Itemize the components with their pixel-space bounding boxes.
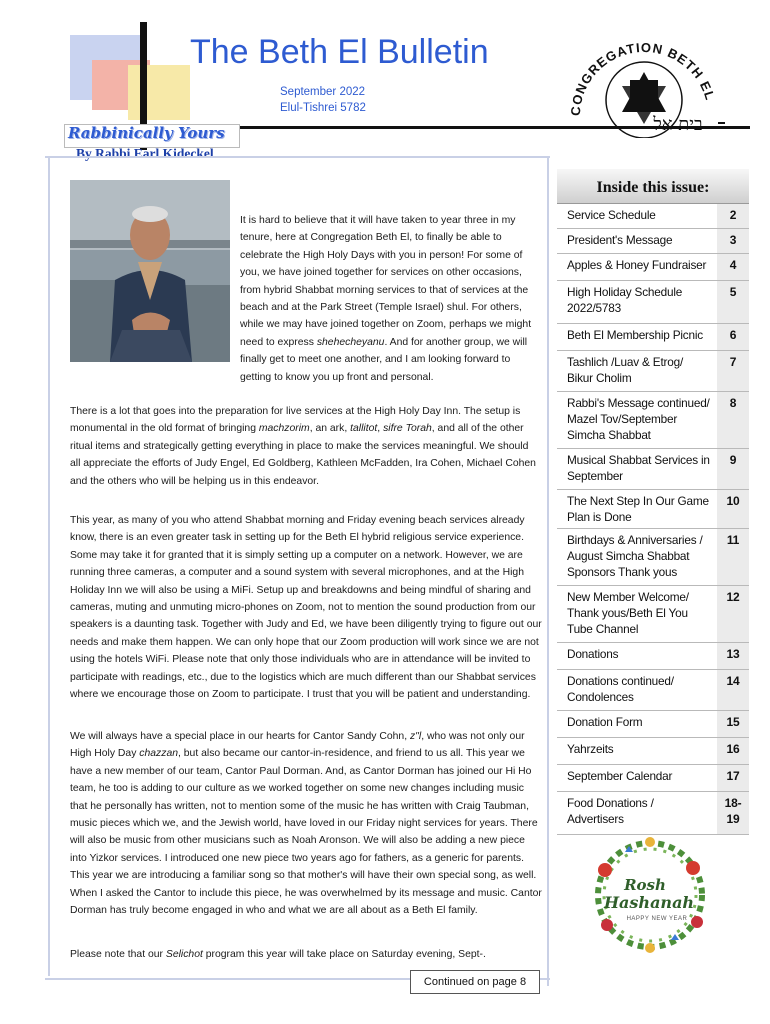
toc-row[interactable] <box>557 670 749 711</box>
toc-row[interactable] <box>557 792 749 835</box>
toc-item-label: Beth El Membership Picnic <box>557 324 717 350</box>
toc-item-page: 13 <box>717 643 749 669</box>
toc-item-page: 8 <box>717 392 749 448</box>
toc-item-label: Food Donations / Advertisers <box>557 792 717 834</box>
star-icon <box>671 934 679 940</box>
toc-item-label: The Next Step In Our Game Plan is Done <box>557 490 717 528</box>
p5-text-b: program this year will take place on Saturday evening, Sept-. <box>202 949 486 960</box>
toc-item-page: 16 <box>717 738 749 764</box>
column-banner: Rabbinically Yours <box>68 124 225 142</box>
toc-item-page: 11 <box>717 529 749 585</box>
p2-emphasis-sifre-torah: sifre Torah <box>383 423 432 435</box>
article-intro-paragraph <box>240 212 540 386</box>
toc-row[interactable] <box>557 281 749 324</box>
seal-arc-text: CONGREGATION BETH EL <box>567 39 718 117</box>
frame-left-border <box>48 156 50 976</box>
newsletter-title: The Beth El Bulletin <box>190 33 489 71</box>
intro-tail-text: . And for another group, we will finally get to meet one another, and I am looking forward to getting to know you up front and personal. <box>240 336 528 383</box>
toc-item-label: Rabbi's Message continued/ Mazel Tov/September Simcha Shabbat <box>557 392 717 448</box>
p4-emphasis-chazzan: chazzan <box>139 748 178 760</box>
p2-text-c: , <box>377 423 384 435</box>
toc-item-label: Yahrzeits <box>557 738 717 764</box>
toc-item-label: Service Schedule <box>557 204 717 228</box>
pomegranate-icon <box>691 916 703 928</box>
issue-date: September 2022 <box>280 86 366 98</box>
toc-item-label: Musical Shabbat Services in September <box>557 449 717 489</box>
p2-emphasis-tallitot: tallitot <box>350 423 378 435</box>
honey-icon <box>645 837 655 847</box>
toc-row[interactable] <box>557 324 749 351</box>
intro-emphasis: shehecheyanu <box>316 336 385 348</box>
rosh-hashanah-wreath-illustration <box>585 830 715 960</box>
p4-text-b: , who was not only our High Holy Day <box>70 731 525 760</box>
toc-row[interactable] <box>557 449 749 490</box>
p2-text-a: There is a lot that goes into the preparation for live services at the High Holy Day Inn. The setup is monumental in the old format of bringing <box>70 406 521 435</box>
honey-icon <box>645 943 655 953</box>
toc-row[interactable] <box>557 490 749 529</box>
toc-row[interactable] <box>557 586 749 643</box>
toc-item-page: 9 <box>717 449 749 489</box>
toc-row[interactable] <box>557 204 749 229</box>
toc-item-label: Birthdays & Anniversaries / August Simcha Shabbat Sponsors Thank yous <box>557 529 717 585</box>
rabbi-photo <box>70 180 230 362</box>
toc-row[interactable] <box>557 351 749 392</box>
apple-icon <box>686 861 700 875</box>
p5-emphasis-selichot: Selichot <box>165 949 203 960</box>
wreath-title-hashanah: Hashanah <box>603 893 695 912</box>
toc-item-page: 18-19 <box>717 792 749 834</box>
toc-item-page: 7 <box>717 351 749 391</box>
article-paragraph-selichot <box>70 946 542 963</box>
toc-item-page: 14 <box>717 670 749 710</box>
toc-item-page: 3 <box>717 229 749 253</box>
apple-icon <box>598 863 612 877</box>
toc-item-label: President's Message <box>557 229 717 253</box>
toc-item-page: 12 <box>717 586 749 642</box>
toc-row[interactable] <box>557 392 749 449</box>
intro-text: It is hard to believe that it will have taken to year three in my tenure, here at Congregation Beth El, to finally be able to celebrate the High Holy Days with you in person! For some of you, we have joined together for services on other occasions, from hybrid Shabbat morning services to that of services at the beach and at the Park Street (Temple Israel) shul. For others, while we may have joined together on Zoom, perhaps we might need to express <box>240 215 532 348</box>
toc-row[interactable] <box>557 229 749 254</box>
toc-item-page: 2 <box>717 204 749 228</box>
toc-row[interactable] <box>557 529 749 586</box>
frame-right-border <box>547 156 549 986</box>
toc-item-label: Tashlich /Luav & Etrog/ Bikur Cholim <box>557 351 717 391</box>
continued-on-page-link[interactable]: Continued on page 8 <box>410 970 540 994</box>
p2-text-b: , an ark, <box>309 423 351 435</box>
toc-item-page: 5 <box>717 281 749 323</box>
toc-row[interactable] <box>557 738 749 765</box>
toc-row[interactable] <box>557 643 749 670</box>
toc-item-page: 17 <box>717 765 749 791</box>
p4-text-c: , but also became our cantor-in-residence, and friend to us all. This year we have a new member of our team, Cantor Paul Dorman. And, as Cantor Dorman has joined our Hi Ho team, he too is adding to our culture as we worked together on some new changes including music that he personally has written, not to mention some of the music he has written with Craig Taubman, music pieces which we, and the Jewish world, have loved in our Friday night services for years. There will also be music from other musicians such as Noah Aronson. We will also be adding a new piece into Yizkor services. I introduced one new piece two years ago for fathers, as a generic for parents. This year we are introducing a familiar song so that mother's will have their own special song, as well. When I asked the Cantor to include this piece, he was overwhelmed by its message and music. Cantor Dorman has truly become engaged in who and what we are all about as a Beth El family. <box>70 748 542 917</box>
decor-square-yellow <box>128 65 190 120</box>
p5-text-a: Please note that our <box>70 949 166 960</box>
toc-item-label: Donations continued/ Condolences <box>557 670 717 710</box>
toc-row[interactable] <box>557 765 749 792</box>
toc-item-label: September Calendar <box>557 765 717 791</box>
article-paragraph-setup <box>70 403 540 490</box>
toc-row[interactable] <box>557 711 749 738</box>
table-of-contents <box>557 204 749 835</box>
toc-item-page: 4 <box>717 254 749 280</box>
toc-item-page: 6 <box>717 324 749 350</box>
article-paragraph-hybrid: This year, as many of you who attend Shabbat morning and Friday evening beach services already know, there is an even greater task in setting up for the Beth El hybrid religious service experience. Some may take it for granted that it is simply setting up a computer on a network. However, we are running three cameras, a computer and a sound system with several microphones, and at the High Holiday Inn we will also be using a MiFi. Setup up and breakdowns and being mindful of sharing and cameras, muting and unmuting micro-phones on Zoom, not to mention the sound production from our speakers is a daunting task. Together with Judy and Ed, we have been diligently trying to figure out our needs and make them happen. We can only hope that our Zoom production will work since we are not using the hotels WiFi. Please note that only those individuals who are in attendance will be invited to participate with readings, etc., due to the logistics which are much different than our Shabbat services where we encourage those on Zoom to participate. I trust that you will be patient and understanding. <box>70 515 542 701</box>
hebrew-date: Elul-Tishrei 5782 <box>280 102 366 114</box>
toc-item-label: Donations <box>557 643 717 669</box>
toc-item-label: Apples & Honey Fundraiser <box>557 254 717 280</box>
toc-item-label: High Holiday Schedule 2022/5783 <box>557 281 717 323</box>
seal-hebrew-text: בית אל <box>653 114 703 135</box>
congregation-seal-logo <box>560 28 725 138</box>
toc-item-label: Donation Form <box>557 711 717 737</box>
inside-issue-heading: Inside this issue: <box>596 179 710 196</box>
toc-row[interactable] <box>557 254 749 281</box>
byline: By Rabbi Earl Kideckel <box>76 146 214 161</box>
toc-item-label: New Member Welcome/ Thank yous/Beth El You Tube Channel <box>557 586 717 642</box>
wreath-title-rosh: Rosh <box>624 876 666 894</box>
toc-item-page: 15 <box>717 711 749 737</box>
p4-text-a: We will always have a special place in our hearts for Cantor Sandy Cohn, <box>70 731 410 742</box>
p2-text-d: , and all of the other ritual items and strategically getting everything in place to make the services meaningful. We should all appreciate the efforts of Judy Engel, Ed Goldberg, Kathleen McFadden, Ira Cohen, Michael Cohen and the others who will be helping us in this endeavor. <box>70 423 536 487</box>
toc-item-page: 10 <box>717 490 749 528</box>
wreath-subtitle: HAPPY NEW YEAR <box>626 916 688 922</box>
p2-emphasis-machzorim: machzorim <box>258 423 310 435</box>
article-paragraph-cantor <box>70 728 542 919</box>
pomegranate-icon <box>601 919 613 931</box>
p4-emphasis-zl: z"l <box>409 731 422 742</box>
frame-top-border <box>45 156 550 158</box>
